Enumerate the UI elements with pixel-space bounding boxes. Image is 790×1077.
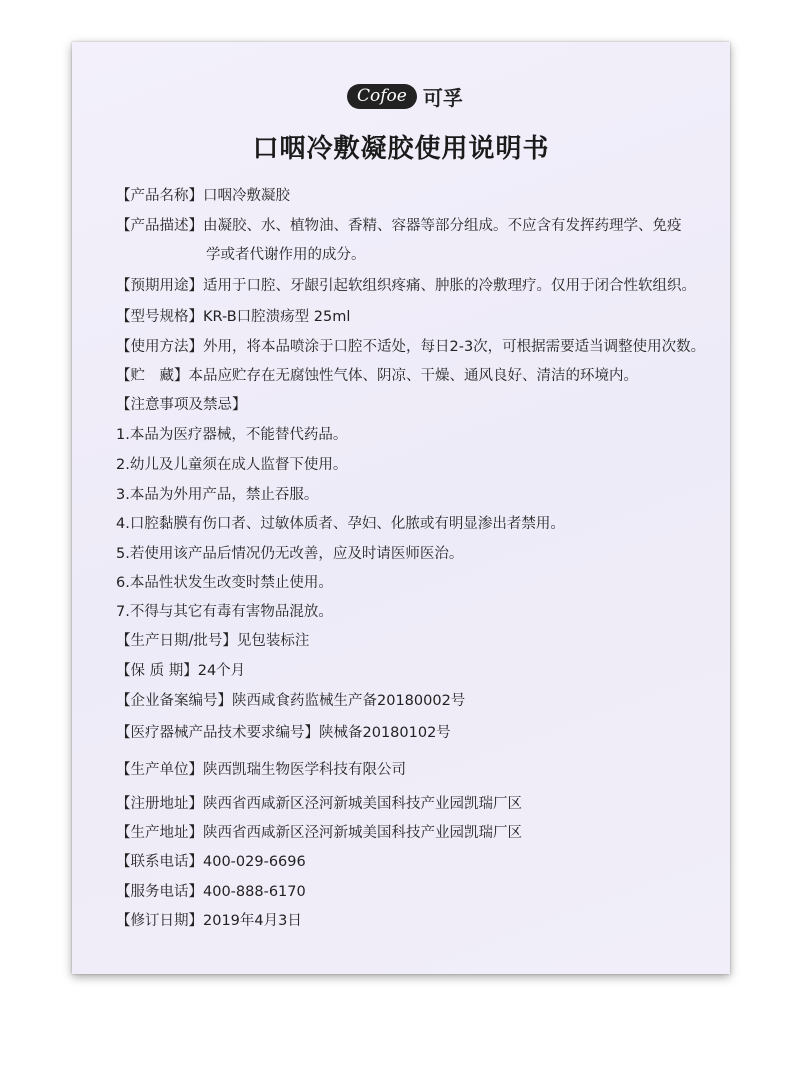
contact-phone: 【联系电话】400-029-6696 (116, 854, 306, 870)
revision-date: 【修订日期】2019年4月3日 (116, 913, 302, 929)
product-description-cont: 学或者代谢作用的成分。 (206, 247, 366, 263)
registered-address: 【注册地址】陕西省西咸新区泾河新城美国科技产业园凯瑞厂区 (116, 796, 522, 812)
instruction-sheet (72, 42, 730, 974)
precaution-item: 5.若使用该产品后情况仍无改善，应及时请医师医治。 (116, 546, 464, 562)
precaution-item: 1.本品为医疗器械，不能替代药品。 (116, 427, 348, 443)
precaution-item: 4.口腔黏膜有伤口者、过敏体质者、孕妇、化脓或有明显渗出者禁用。 (116, 516, 565, 532)
storage: 【贮 藏】本品应贮存在无腐蚀性气体、阴凉、干燥、通风良好、清洁的环境内。 (116, 368, 638, 384)
model-spec: 【型号规格】KR-B口腔溃疡型 25ml (116, 309, 351, 325)
precaution-item: 3.本品为外用产品，禁止吞服。 (116, 487, 319, 503)
enterprise-filing-number: 【企业备案编号】陕西咸食药监械生产备20180002号 (116, 693, 466, 709)
precaution-item: 2.幼儿及儿童须在成人监督下使用。 (116, 457, 348, 473)
usage-method: 【使用方法】外用，将本品喷涂于口腔不适处，每日2-3次，可根据需要适当调整使用次数。 (116, 339, 706, 355)
shelf-life: 【保 质 期】24个月 (116, 663, 246, 679)
intended-use: 【预期用途】适用于口腔、牙龈引起软组织疼痛、肿胀的冷敷理疗。仅用于闭合性软组织。 (116, 278, 696, 294)
device-tech-requirement-number: 【医疗器械产品技术要求编号】陕械备20180102号 (116, 725, 451, 741)
precaution-item: 7.不得与其它有毒有害物品混放。 (116, 604, 333, 620)
precaution-item: 6.本品性状发生改变时禁止使用。 (116, 575, 333, 591)
production-date: 【生产日期/批号】见包装标注 (116, 633, 310, 649)
product-name: 【产品名称】口咽冷敷凝胶 (116, 188, 290, 204)
page-title: 口咽冷敷凝胶使用说明书 (252, 134, 550, 164)
manufacturer: 【生产单位】陕西凯瑞生物医学科技有限公司 (116, 762, 406, 778)
brand-name-cn: 可孚 (422, 86, 463, 110)
brand-logo (347, 82, 463, 111)
cofoe-logo-badge: Cofoe (347, 84, 417, 109)
service-phone: 【服务电话】400-888-6170 (116, 884, 306, 900)
production-address: 【生产地址】陕西省西咸新区泾河新城美国科技产业园凯瑞厂区 (116, 825, 522, 841)
precautions-heading: 【注意事项及禁忌】 (116, 397, 247, 413)
product-description: 【产品描述】由凝胶、水、植物油、香精、容器等部分组成。不应含有发挥药理学、免疫 (116, 218, 682, 234)
